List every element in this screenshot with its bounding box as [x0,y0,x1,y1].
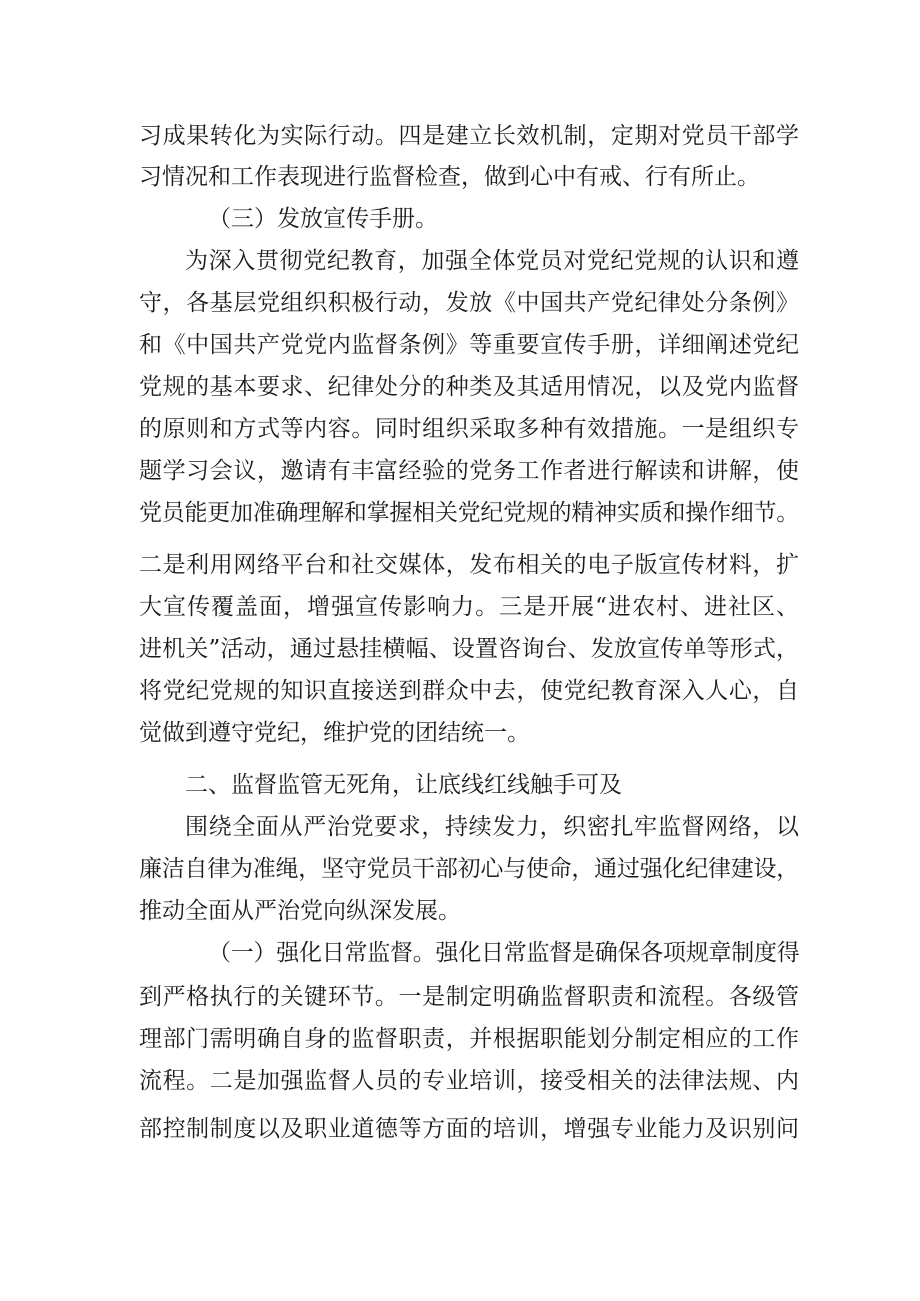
body-text-line: 的原则和方式等内容。同时组织采取多种有效措施。一是组织专 [139,416,799,442]
body-text-line: 流程。二是加强监督人员的专业培训，接受相关的法律法规、内 [139,1068,799,1094]
body-text-line: 将党纪党规的知识直接送到群众中去，使党纪教育深入人心，自 [139,678,799,704]
body-text-line: 二是利用网络平台和社交媒体，发布相关的电子版宣传材料，扩 [139,552,799,578]
section-heading: （三）发放宣传手册。 [208,206,438,232]
body-text-line: 党员能更加准确理解和掌握相关党纪党规的精神实质和操作细节。 [139,500,799,526]
body-text-line: 大宣传覆盖面，增强宣传影响力。三是开展“进农村、进社区、 [139,594,799,620]
body-text-line: 部控制制度以及职业道德等方面的培训，增强专业能力及识别问 [139,1116,799,1142]
body-text-line: （一）强化日常监督。强化日常监督是确保各项规章制度得 [208,940,800,966]
body-text-line: 推动全面从严治党向纵深发展。 [139,898,461,924]
body-text-line: 围绕全面从严治党要求，持续发力，织密扎牢监督网络，以 [185,814,799,840]
body-text-line: 守，各基层党组织积极行动，发放《中国共产党纪律处分条例》 [139,290,799,316]
body-text-line: 到严格执行的关键环节。一是制定明确监督职责和流程。各级管 [139,984,799,1010]
body-text-line: 党规的基本要求、纪律处分的种类及其适用情况，以及党内监督 [139,374,799,400]
section-heading: 二、监督监管无死角，让底线红线触手可及 [185,772,622,798]
body-text-line: 理部门需明确自身的监督职责，并根据职能划分制定相应的工作 [139,1026,799,1052]
body-text-line: 觉做到遵守党纪，维护党的团结统一。 [139,720,530,746]
body-text-line: 习情况和工作表现进行监督检查，做到心中有戒、行有所止。 [139,164,760,190]
body-text-line: 习成果转化为实际行动。四是建立长效机制，定期对党员干部学 [139,123,799,149]
body-text-line: 和《中国共产党党内监督条例》等重要宣传手册，详细阐述党纪 [139,332,799,358]
body-text-line: 为深入贯彻党纪教育，加强全体党员对党纪党规的认识和遵 [185,248,799,274]
body-text-line: 进机关”活动，通过悬挂横幅、设置咨询台、发放宣传单等形式， [139,636,799,662]
body-text-line: 廉洁自律为准绳，坚守党员干部初心与使命，通过强化纪律建设， [139,856,799,882]
body-text-line: 题学习会议，邀请有丰富经验的党务工作者进行解读和讲解，使 [139,458,799,484]
